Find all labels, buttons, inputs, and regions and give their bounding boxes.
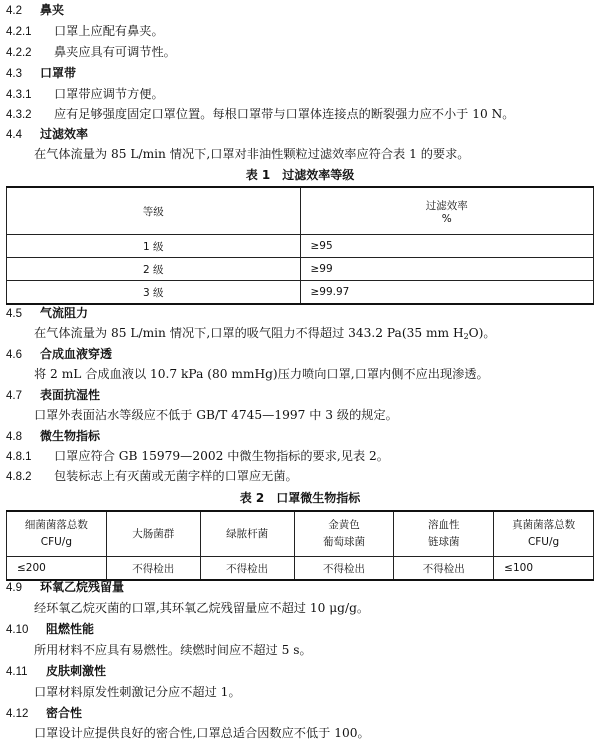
- clause-4-2-2: 4.2.2 鼻夹应具有可调节性。: [6, 45, 176, 59]
- section-4-3-heading: 4.3 口罩带: [6, 66, 77, 80]
- section-4-5-text: 在气体流量为 85 L/min 情况下,口罩的吸气阻力不得超过 343.2 Pa(35 mm $H_2O$)。: [34, 326, 496, 341]
- table-1-caption: 表 1 过滤效率等级: [245, 168, 355, 182]
- table-cell: 不得检出: [200, 557, 294, 581]
- table-cell-efficiency: ≥99.97: [300, 281, 594, 305]
- section-4-12-text: 口罩设计应提供良好的密合性,口罩总适合因数应不低于 100。: [34, 726, 370, 740]
- table-cell: ≤100: [494, 557, 594, 581]
- section-4-12-heading: 4.12 密合性: [6, 706, 83, 720]
- table-cell-efficiency: ≥95: [300, 235, 594, 258]
- section-4-9-text: 经环氧乙烷灭菌的口罩,其环氧乙烷残留量应不超过 10 μg/g。: [34, 601, 370, 615]
- section-4-10-heading: 4.10 阻燃性能: [6, 622, 95, 636]
- section-4-6-text: 将 2 mL 合成血液以 10.7 kPa (80 mmHg)压力喷向口罩,口罩内侧不应出现渗透。: [34, 367, 489, 381]
- section-4-10-text: 所用材料不应具有易燃性。续燃时间应不超过 5 s。: [34, 643, 312, 657]
- table-header-bacterial-colony: 细菌菌落总数 CFU/g: [7, 511, 107, 557]
- section-4-9-heading: 4.9 环氧乙烷残留量: [6, 580, 125, 594]
- clause-4-8-1: 4.8.1 口罩应符合 GB 15979—2002 中微生物指标的要求,见表 2。: [6, 449, 389, 463]
- table-header-row: [7, 187, 594, 235]
- section-4-5-heading: 4.5 气流阻力: [6, 306, 89, 320]
- table-cell-grade: 1 级: [7, 235, 301, 258]
- clause-4-3-1: 4.3.1 口罩带应调节方便。: [6, 87, 164, 101]
- section-4-2-heading: 4.2 鼻夹: [6, 3, 65, 17]
- section-4-8-heading: 4.8 微生物指标: [6, 429, 101, 443]
- table-row: [7, 258, 594, 281]
- filtration-efficiency-table: [6, 186, 594, 305]
- table-header-efficiency: 过滤效率 %: [300, 187, 594, 235]
- section-4-4-text: 在气体流量为 85 L/min 情况下,口罩对非油性颗粒过滤效率应符合表 1 的要求。: [34, 147, 470, 161]
- table-cell-grade: 3 级: [7, 281, 301, 305]
- table-cell-grade: 2 级: [7, 258, 301, 281]
- table-header-streptococcus: 溶血性 链球菌: [394, 511, 494, 557]
- table-header-pseudomonas: 绿脓杆菌: [200, 511, 294, 557]
- table-header-grade: 等级: [7, 187, 301, 235]
- table-header-fungal-colony: 真菌菌落总数 CFU/g: [494, 511, 594, 557]
- section-4-11-text: 口罩材料原发性刺激记分应不超过 1。: [34, 685, 241, 699]
- table-header-row: [7, 511, 594, 557]
- section-4-7-text: 口罩外表面沾水等级应不低于 GB/T 4745—1997 中 3 级的规定。: [34, 408, 398, 422]
- section-4-6-heading: 4.6 合成血液穿透: [6, 347, 113, 361]
- table-header-staphylococcus: 金黄色 葡萄球菌: [294, 511, 394, 557]
- section-4-7-heading: 4.7 表面抗湿性: [6, 388, 101, 402]
- clause-4-2-1: 4.2.1 口罩上应配有鼻夹。: [6, 24, 164, 38]
- table-cell: 不得检出: [394, 557, 494, 581]
- table-cell: 不得检出: [294, 557, 394, 581]
- table-row: [7, 281, 594, 305]
- table-row: [7, 557, 594, 581]
- section-4-11-heading: 4.11 皮肤刺激性: [6, 664, 107, 678]
- table-cell: 不得检出: [106, 557, 200, 581]
- microbial-indicators-table: [6, 510, 594, 581]
- table-row: [7, 235, 594, 258]
- table-header-coliform: 大肠菌群: [106, 511, 200, 557]
- clause-4-3-2: 4.3.2 应有足够强度固定口罩位置。每根口罩带与口罩体连接点的断裂强力应不小于 10 N。: [6, 107, 515, 121]
- clause-4-8-2: 4.8.2 包装标志上有灭菌或无菌字样的口罩应无菌。: [6, 469, 298, 483]
- table-cell: ≤200: [7, 557, 107, 581]
- table-2-caption: 表 2 口罩微生物指标: [239, 491, 361, 505]
- section-4-4-heading: 4.4 过滤效率: [6, 127, 89, 141]
- table-cell-efficiency: ≥99: [300, 258, 594, 281]
